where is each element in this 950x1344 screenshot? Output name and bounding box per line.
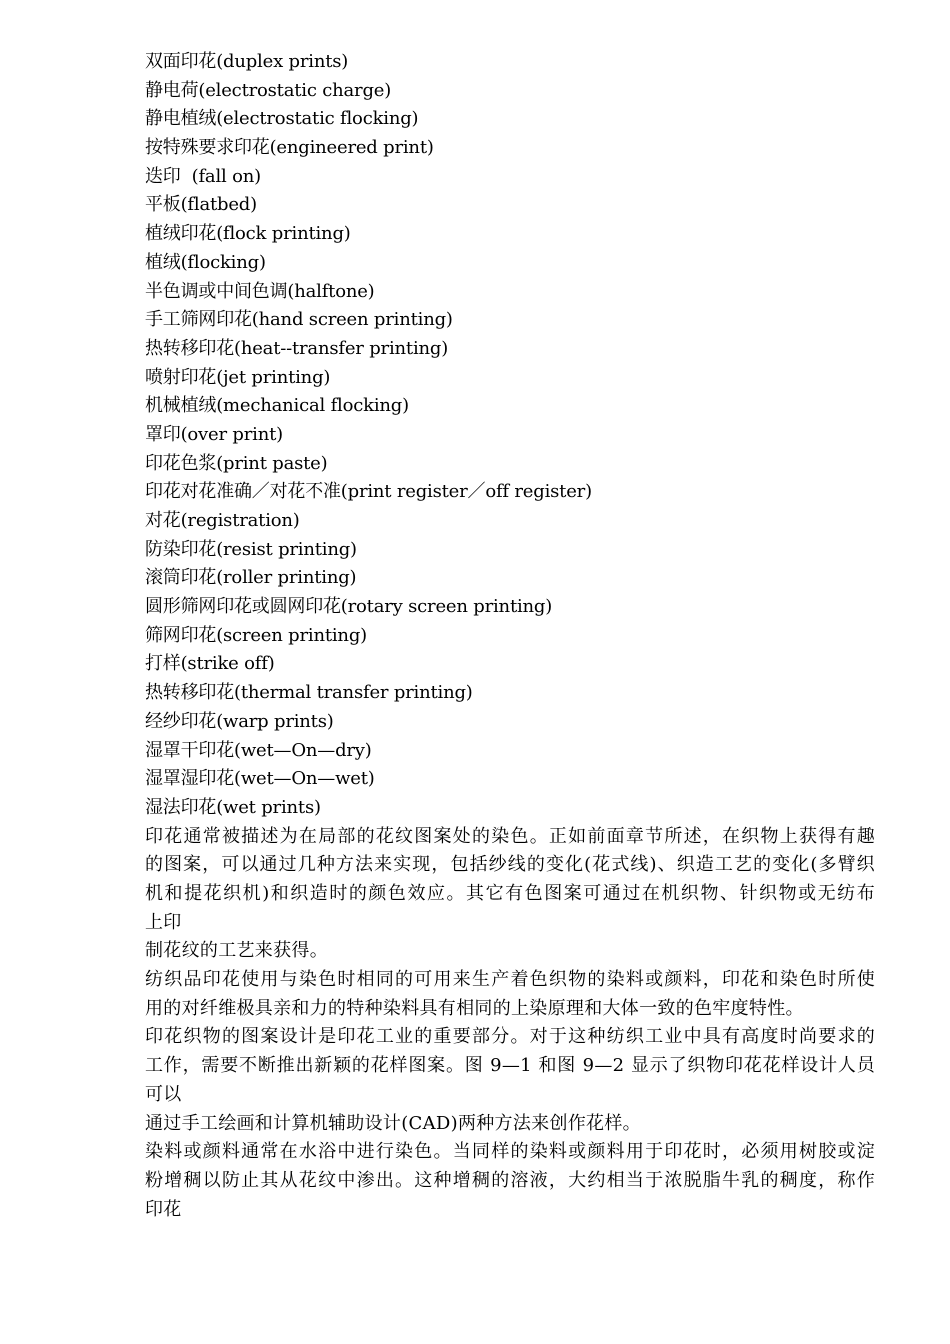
term-item: 植绒(flocking) (145, 251, 266, 273)
term-item: 手工筛网印花(hand screen printing) (145, 309, 453, 331)
term-item: 打样(strike off) (145, 653, 275, 675)
term-item: 圆形筛网印花或圆网印花(rotary screen printing) (145, 596, 553, 618)
paragraph-line: 工作，需要不断推出新颖的花样图案。图 9—1 和图 9—2 显示了织物印花花样设计人员 (145, 1055, 875, 1077)
term-item: 热转移印花(heat--transfer printing) (145, 337, 449, 359)
paragraph-line: 印花通常被描述为在局部的花纹图案处的染色。正如前面章节所述，在织物上获得有趣 (145, 825, 875, 847)
paragraph-line: 印花 (145, 1198, 182, 1220)
term-item: 滚筒印花(roller printing) (145, 567, 357, 589)
term-item: 双面印花(duplex prints) (145, 51, 349, 72)
paragraph-line: 纺织品印花使用与染色时相同的可用来生产着色织物的染料或颜料，印花和染色时所使 (145, 969, 875, 991)
paragraph-line: 可以 (145, 1083, 182, 1105)
term-list (145, 48, 875, 823)
term-item: 机械植绒(mechanical flocking) (145, 395, 409, 417)
term-item: 按特殊要求印花(engineered print) (145, 137, 434, 159)
paragraph-dyes-pigments (145, 966, 875, 1023)
term-item: 喷射印花(jet printing) (145, 366, 331, 388)
term-item: 筛网印花(screen printing) (145, 624, 367, 646)
term-item: 湿法印花(wet prints) (145, 796, 321, 818)
paragraph-line: 用的对纤维极具亲和力的特种染料具有相同的上染原理和大体一致的色牢度特性。 (145, 997, 804, 1019)
paragraph-line: 制花纹的工艺来获得。 (145, 940, 328, 962)
paragraph-line: 的图案，可以通过几种方法来实现，包括纱线的变化(花式线)、织造工艺的变化(多臂织 (145, 854, 875, 876)
document-page (145, 48, 875, 1224)
term-item: 印花对花准确／对花不准(print register／off register) (145, 481, 592, 503)
term-item: 热转移印花(thermal transfer printing) (145, 682, 473, 704)
paragraph-line: 通过手工绘画和计算机辅助设计(CAD)两种方法来创作花样。 (145, 1112, 641, 1134)
paragraph-line: 上印 (145, 911, 182, 933)
term-item: 平板(flatbed) (145, 194, 257, 216)
term-item: 防染印花(resist printing) (145, 538, 357, 560)
term-item: 印花色浆(print paste) (145, 452, 328, 474)
paragraph-pattern-design (145, 1023, 875, 1138)
term-item: 静电荷(electrostatic charge) (145, 79, 392, 101)
term-item: 对花(registration) (145, 510, 300, 531)
term-item: 静电植绒(electrostatic flocking) (145, 108, 419, 130)
term-item: 罩印(over print) (145, 423, 283, 445)
paragraph-line: 机和提花织机)和织造时的颜色效应。其它有色图案可通过在机织物、针织物或无纺布 (145, 882, 875, 904)
term-item: 植绒印花(flock printing) (145, 223, 351, 245)
term-item: 半色调或中间色调(halftone) (145, 280, 375, 302)
paragraph-print-paste (145, 1138, 875, 1224)
term-item: 湿罩干印花(wet—On—dry) (145, 739, 372, 761)
term-item: 经纱印花(warp prints) (145, 710, 334, 732)
paragraph-line: 染料或颜料通常在水浴中进行染色。当同样的染料或颜料用于印花时，必须用树胶或淀 (145, 1141, 875, 1163)
paragraph-printing-definition (145, 823, 875, 966)
paragraph-line: 印花织物的图案设计是印花工业的重要部分。对于这种纺织工业中具有高度时尚要求的 (145, 1026, 875, 1048)
paragraph-line: 粉增稠以防止其从花纹中渗出。这种增稠的溶液，大约相当于浓脱脂牛乳的稠度，称作 (145, 1169, 875, 1191)
term-item: 迭印 (fall on) (145, 165, 261, 187)
term-item: 湿罩湿印花(wet—On—wet) (145, 768, 375, 790)
